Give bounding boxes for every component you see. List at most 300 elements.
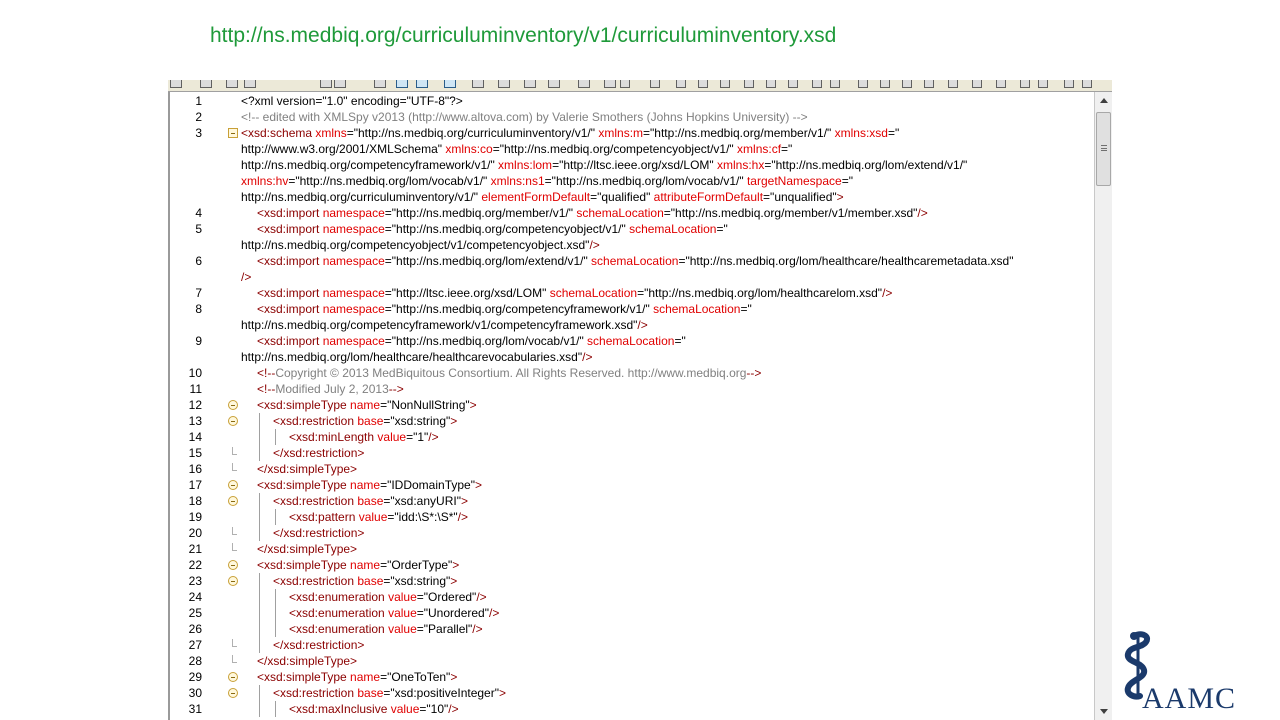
- syntax-token: ="NonNullString": [380, 398, 470, 412]
- find-icon[interactable]: [334, 80, 346, 88]
- syntax-token: namespace: [322, 286, 385, 300]
- code-text: [257, 557, 459, 573]
- toolbar-button-icon[interactable]: [858, 80, 868, 88]
- code-line[interactable]: [168, 477, 1094, 493]
- toolbar-button-icon[interactable]: [720, 80, 730, 88]
- syntax-token: schemaLocation: [629, 222, 717, 236]
- indent-guide: [259, 573, 260, 589]
- toolbar-button-icon[interactable]: [698, 80, 708, 88]
- code-line[interactable]: [168, 541, 1094, 557]
- code-text: [257, 381, 404, 397]
- syntax-token: >: [499, 686, 507, 700]
- syntax-token: schemaLocation: [576, 206, 664, 220]
- code-line[interactable]: [168, 605, 1094, 621]
- fold-toggle-icon[interactable]: [228, 400, 238, 410]
- syntax-token: schemaLocation: [549, 286, 638, 300]
- syntax-token: ="OrderType": [380, 558, 453, 572]
- syntax-token: <!--: [257, 382, 276, 396]
- syntax-token: =": [841, 174, 853, 188]
- code-line[interactable]: [168, 669, 1094, 685]
- syntax-token: ="xsd:string": [383, 574, 451, 588]
- fold-end-icon: [232, 655, 237, 663]
- replace-icon[interactable]: [374, 80, 386, 88]
- indent-guide: [259, 509, 260, 525]
- code-line[interactable]: [168, 413, 1094, 429]
- text-view-icon[interactable]: [416, 80, 428, 88]
- line-number: 28: [188, 654, 202, 668]
- syntax-token: <xsd:enumeration: [289, 590, 389, 604]
- fold-toggle-icon[interactable]: [228, 688, 238, 698]
- line-number: 11: [189, 382, 202, 396]
- syntax-token: </xsd:restriction>: [273, 638, 365, 652]
- toolbar-button-icon[interactable]: [788, 80, 798, 88]
- syntax-token: >: [460, 494, 468, 508]
- copy-icon[interactable]: [200, 80, 212, 88]
- toolbar-button-icon[interactable]: [1082, 80, 1092, 88]
- editor-toolbar: [168, 80, 1112, 92]
- cut-icon[interactable]: [170, 80, 182, 88]
- code-line[interactable]: [168, 701, 1094, 717]
- syntax-token: >: [474, 478, 482, 492]
- syntax-token: <xsd:simpleType: [257, 398, 351, 412]
- line-number: 27: [188, 638, 202, 652]
- line-number: 13: [188, 414, 202, 428]
- syntax-token: <xsd:enumeration: [289, 606, 389, 620]
- fold-toggle-icon[interactable]: [228, 560, 238, 570]
- syntax-token: <xsd:import: [257, 302, 323, 316]
- syntax-token: ="http://ns.medbiq.org/lom/healthcarelom.xsd": [637, 286, 883, 300]
- indent-guide: [275, 605, 276, 621]
- code-line[interactable]: [168, 253, 1094, 269]
- syntax-token: />: [448, 702, 459, 716]
- line-number: 17: [188, 478, 202, 492]
- syntax-token: ="http://ns.medbiq.org/lom/extend/v1/": [764, 158, 968, 172]
- indent-guide: [275, 701, 276, 717]
- syntax-token: xmlns:lom: [498, 158, 553, 172]
- syntax-token: value: [388, 606, 417, 620]
- code-text: [257, 461, 357, 477]
- code-line[interactable]: [168, 589, 1094, 605]
- indent-guide: [259, 605, 260, 621]
- syntax-token: </xsd:simpleType>: [257, 654, 358, 668]
- code-line[interactable]: [168, 237, 1094, 253]
- code-text: [257, 541, 357, 557]
- code-text: [257, 253, 1013, 269]
- code-line[interactable]: [168, 221, 1094, 237]
- line-number: 29: [188, 670, 202, 684]
- line-number: 16: [188, 462, 202, 476]
- code-line[interactable]: [168, 269, 1094, 285]
- syntax-token: base: [357, 574, 384, 588]
- indent-guide: [259, 637, 260, 653]
- toolbar-button-icon[interactable]: [996, 80, 1006, 88]
- syntax-token: http://ns.medbiq.org/curriculuminventory/v1/": [241, 190, 482, 204]
- code-text: [273, 573, 457, 589]
- validate-icon[interactable]: [472, 80, 484, 88]
- code-text: [289, 509, 468, 525]
- syntax-token: <xsd:minLength: [289, 430, 378, 444]
- syntax-token: ="Ordered": [416, 590, 477, 604]
- syntax-token: <xsd:restriction: [273, 494, 358, 508]
- syntax-token: ="xsd:anyURI": [383, 494, 461, 508]
- syntax-token: <xsd:pattern: [289, 510, 359, 524]
- code-text: [257, 333, 686, 349]
- syntax-token: =": [887, 126, 900, 140]
- aamc-logo: [1118, 628, 1268, 718]
- code-line[interactable]: [168, 189, 1094, 205]
- line-number: 6: [195, 254, 202, 268]
- code-text: [241, 317, 648, 333]
- line-number: 15: [188, 446, 202, 460]
- code-line[interactable]: [168, 333, 1094, 349]
- line-number: 22: [188, 558, 202, 572]
- code-line[interactable]: [168, 525, 1094, 541]
- code-text: [241, 269, 251, 285]
- logo-text: AAMC: [1142, 682, 1237, 715]
- syntax-token: ="http://ns.medbiq.org/competencyobject/v1/": [384, 222, 630, 236]
- scrollbar-thumb[interactable]: [1096, 112, 1111, 186]
- toolbar-button-icon[interactable]: [972, 80, 982, 88]
- code-text: [257, 365, 761, 381]
- line-number: 30: [188, 686, 202, 700]
- code-text: [257, 653, 357, 669]
- syntax-token: =": [674, 334, 686, 348]
- code-line[interactable]: [168, 445, 1094, 461]
- syntax-token: ="qualified": [590, 190, 654, 204]
- syntax-token: <xsd:import: [257, 206, 323, 220]
- syntax-token: />: [472, 622, 483, 636]
- indent-guide: [275, 589, 276, 605]
- syntax-token: xmlns:ns1: [490, 174, 545, 188]
- code-text: [257, 221, 728, 237]
- fold-toggle-icon[interactable]: [228, 480, 238, 490]
- syntax-token: <xsd:schema: [241, 126, 316, 140]
- syntax-token: =": [740, 302, 752, 316]
- syntax-token: name: [350, 670, 381, 684]
- syntax-token: ="http://ltsc.ieee.org/xsd/LOM": [552, 158, 717, 172]
- syntax-token: ="http://ns.medbiq.org/competencyobject/v1/": [492, 142, 738, 156]
- fold-toggle-icon[interactable]: [228, 672, 238, 682]
- toolbar-button-icon[interactable]: [924, 80, 934, 88]
- toolbar-button-icon[interactable]: [620, 80, 630, 88]
- syntax-token: <xsd:import: [257, 254, 323, 268]
- syntax-token: ="http://ns.medbiq.org/competencyframework/v1/": [384, 302, 654, 316]
- code-text: [241, 349, 592, 365]
- code-line[interactable]: [168, 573, 1094, 589]
- toggle-icon[interactable]: [578, 80, 590, 88]
- syntax-token: ="IDDomainType": [380, 478, 475, 492]
- slide-title: http://ns.medbiq.org/curriculuminventory/v1/curriculuminventory.xsd: [210, 24, 837, 47]
- syntax-token: ="http://ltsc.ieee.org/xsd/LOM": [384, 286, 550, 300]
- code-text: [273, 493, 468, 509]
- syntax-token: xmlns: [315, 126, 347, 140]
- syntax-token: ="unqualified": [763, 190, 837, 204]
- syntax-token: />: [428, 430, 439, 444]
- fold-toggle-icon[interactable]: [228, 576, 238, 586]
- schema-view-icon[interactable]: [444, 80, 456, 88]
- code-text: [273, 413, 457, 429]
- syntax-token: <xsd:maxInclusive: [289, 702, 391, 716]
- code-line[interactable]: [168, 461, 1094, 477]
- syntax-token: http://ns.medbiq.org/competencyframework/v1/": [241, 158, 499, 172]
- syntax-token: <?xml version="1.0" encoding="UTF-8"?>: [241, 94, 463, 108]
- syntax-token: xmlns:m: [598, 126, 644, 140]
- syntax-token: ="Unordered": [416, 606, 489, 620]
- code-line[interactable]: [168, 349, 1094, 365]
- code-text: [241, 173, 853, 189]
- toolbar-button-icon[interactable]: [676, 80, 686, 88]
- syntax-token: >: [452, 558, 460, 572]
- indent-guide: [275, 429, 276, 445]
- grid-view-icon[interactable]: [396, 80, 408, 88]
- wellformed-icon[interactable]: [498, 80, 510, 88]
- syntax-token: <!--: [257, 366, 276, 380]
- fold-toggle-icon[interactable]: [228, 496, 238, 506]
- syntax-token: -->: [746, 366, 762, 380]
- syntax-token: ="1": [406, 430, 429, 444]
- code-text: [273, 637, 364, 653]
- syntax-token: />: [882, 286, 893, 300]
- line-number: 9: [195, 334, 202, 348]
- code-line[interactable]: [168, 285, 1094, 301]
- code-line[interactable]: [168, 685, 1094, 701]
- syntax-token: <xsd:restriction: [273, 414, 358, 428]
- toolbar-button-icon[interactable]: [1064, 80, 1074, 88]
- toolbar-button-icon[interactable]: [880, 80, 890, 88]
- syntax-token: Modified July 2, 2013: [275, 382, 389, 396]
- code-text: [289, 605, 499, 621]
- code-line[interactable]: [168, 637, 1094, 653]
- indent-guide: [275, 621, 276, 637]
- code-text: [289, 701, 459, 717]
- code-line[interactable]: [168, 301, 1094, 317]
- paste-icon[interactable]: [226, 80, 238, 88]
- syntax-token: name: [350, 478, 381, 492]
- code-text: [257, 301, 752, 317]
- undo-icon[interactable]: [244, 80, 256, 88]
- indent-guide: [259, 493, 260, 509]
- indent-guide: [259, 525, 260, 541]
- line-number: 18: [188, 494, 202, 508]
- code-text: [241, 141, 792, 157]
- code-line[interactable]: [168, 93, 1094, 109]
- syntax-token: value: [390, 702, 420, 716]
- syntax-token: schemaLocation: [587, 334, 675, 348]
- code-text: [241, 109, 808, 125]
- syntax-token: Copyright © 2013 MedBiquitous Consortium. All Rights Reserved. http://www.medbiq.org: [275, 366, 747, 380]
- line-number: 20: [188, 526, 202, 540]
- syntax-token: namespace: [322, 206, 385, 220]
- syntax-token: xmlns:hv: [241, 174, 289, 188]
- syntax-token: http://www.w3.org/2001/XMLSchema": [241, 142, 446, 156]
- line-number: 19: [188, 510, 202, 524]
- indent-guide: [275, 509, 276, 525]
- code-text: [289, 621, 483, 637]
- indent-guide: [259, 701, 260, 717]
- syntax-token: namespace: [322, 302, 385, 316]
- fold-end-icon: [232, 447, 237, 455]
- fold-end-icon: [232, 463, 237, 471]
- toolbar-button-icon[interactable]: [744, 80, 754, 88]
- dropdown-icon[interactable]: [604, 80, 616, 88]
- syntax-token: ="10": [419, 702, 449, 716]
- line-number: 5: [195, 222, 202, 236]
- syntax-token: ="http://ns.medbiq.org/lom/extend/v1/": [384, 254, 592, 268]
- syntax-token: schemaLocation: [591, 254, 679, 268]
- code-text: [241, 125, 899, 141]
- code-line[interactable]: [168, 429, 1094, 445]
- syntax-token: </xsd:restriction>: [273, 526, 365, 540]
- indent-icon[interactable]: [524, 80, 536, 88]
- syntax-token: >: [450, 414, 458, 428]
- syntax-token: >: [469, 398, 477, 412]
- toolbar-button-icon[interactable]: [1020, 80, 1030, 88]
- syntax-token: attributeFormDefault: [653, 190, 764, 204]
- syntax-token: xmlns:co: [445, 142, 493, 156]
- indent-guide: [259, 445, 260, 461]
- indent-guide: [259, 589, 260, 605]
- syntax-token: xmlns:xsd: [834, 126, 888, 140]
- line-number: 2: [195, 110, 202, 124]
- code-line[interactable]: [168, 205, 1094, 221]
- code-line[interactable]: [168, 621, 1094, 637]
- code-line[interactable]: [168, 493, 1094, 509]
- code-line[interactable]: [168, 381, 1094, 397]
- syntax-token: />: [476, 590, 487, 604]
- code-line[interactable]: [168, 365, 1094, 381]
- toolbar-button-icon[interactable]: [1038, 80, 1048, 88]
- fold-toggle-icon[interactable]: [228, 128, 238, 138]
- syntax-token: value: [377, 430, 407, 444]
- vertical-scrollbar[interactable]: [1094, 92, 1112, 720]
- syntax-token: <xsd:enumeration: [289, 622, 389, 636]
- syntax-token: targetNamespace: [746, 174, 842, 188]
- syntax-token: </xsd:restriction>: [273, 446, 365, 460]
- syntax-token: >: [836, 190, 844, 204]
- syntax-token: ="http://ns.medbiq.org/member/v1/member.xsd": [663, 206, 918, 220]
- indent-guide: [259, 685, 260, 701]
- line-number: 1: [195, 94, 202, 108]
- syntax-token: namespace: [322, 334, 385, 348]
- syntax-token: <xsd:import: [257, 334, 323, 348]
- syntax-token: />: [917, 206, 928, 220]
- code-text: [289, 429, 439, 445]
- syntax-token: <xsd:simpleType: [257, 558, 351, 572]
- syntax-token: <xsd:simpleType: [257, 478, 351, 492]
- code-line[interactable]: [168, 397, 1094, 413]
- outdent-icon[interactable]: [548, 80, 560, 88]
- syntax-token: ="http://ns.medbiq.org/curriculuminventory/v1/": [346, 126, 599, 140]
- syntax-token: />: [241, 270, 252, 284]
- syntax-token: <xsd:import: [257, 286, 323, 300]
- line-number: 21: [188, 542, 202, 556]
- code-line[interactable]: [168, 109, 1094, 125]
- indent-guide: [259, 413, 260, 429]
- code-line[interactable]: [168, 509, 1094, 525]
- code-text: [257, 205, 928, 221]
- syntax-token: <xsd:import: [257, 222, 323, 236]
- code-text: [241, 189, 844, 205]
- line-number: 10: [188, 366, 202, 380]
- code-text: [257, 397, 477, 413]
- scroll-down-arrow-icon[interactable]: [1095, 703, 1112, 720]
- syntax-token: =": [781, 142, 793, 156]
- syntax-token: ="OneToTen": [380, 670, 451, 684]
- code-text: [241, 237, 600, 253]
- line-number: 25: [188, 606, 202, 620]
- syntax-token: value: [388, 590, 417, 604]
- syntax-token: >: [450, 574, 458, 588]
- code-text: [257, 285, 892, 301]
- code-text: [273, 445, 364, 461]
- syntax-token: />: [457, 510, 468, 524]
- toolbar-button-icon[interactable]: [948, 80, 958, 88]
- syntax-token: />: [488, 606, 500, 620]
- syntax-token: http://ns.medbiq.org/competencyobject/v1/competencyobject.xsd": [241, 238, 590, 252]
- syntax-token: ="http://ns.medbiq.org/lom/vocab/v1/": [288, 174, 491, 188]
- syntax-token: </xsd:simpleType>: [257, 462, 358, 476]
- line-number: 7: [195, 286, 202, 300]
- toolbar-button-icon[interactable]: [650, 80, 660, 88]
- syntax-token: ="xsd:positiveInteger": [383, 686, 499, 700]
- code-line[interactable]: [168, 653, 1094, 669]
- code-area[interactable]: [168, 92, 1094, 720]
- code-line[interactable]: [168, 317, 1094, 333]
- syntax-token: http://ns.medbiq.org/competencyframework/v1/competencyframework.xsd": [241, 318, 638, 332]
- syntax-token: <xsd:restriction: [273, 686, 358, 700]
- syntax-token: namespace: [322, 222, 385, 236]
- fold-end-icon: [232, 527, 237, 535]
- syntax-token: base: [357, 414, 384, 428]
- code-text: [273, 685, 506, 701]
- syntax-token: schemaLocation: [653, 302, 741, 316]
- code-line[interactable]: [168, 557, 1094, 573]
- fold-toggle-icon[interactable]: [228, 416, 238, 426]
- indent-guide: [259, 429, 260, 445]
- syntax-token: ="http://ns.medbiq.org/member/v1/": [643, 126, 835, 140]
- fold-end-icon: [232, 639, 237, 647]
- code-text: [273, 525, 364, 541]
- syntax-token: />: [589, 238, 600, 252]
- syntax-token: =": [716, 222, 728, 236]
- syntax-token: namespace: [322, 254, 385, 268]
- toolbar-button-icon[interactable]: [902, 80, 912, 88]
- code-line[interactable]: [168, 157, 1094, 173]
- syntax-token: base: [357, 494, 384, 508]
- toolbar-button-icon[interactable]: [812, 80, 822, 88]
- code-text: [257, 477, 482, 493]
- syntax-token: base: [357, 686, 384, 700]
- line-number: 24: [188, 590, 202, 604]
- syntax-token: </xsd:simpleType>: [257, 542, 358, 556]
- line-number: 31: [188, 702, 202, 716]
- syntax-token: />: [637, 318, 648, 332]
- syntax-token: ="idd:\S*:\S*": [387, 510, 458, 524]
- line-number: 12: [188, 398, 202, 412]
- code-line[interactable]: [168, 141, 1094, 157]
- indent-guide: [259, 621, 260, 637]
- scroll-up-arrow-icon[interactable]: [1095, 92, 1112, 109]
- code-line[interactable]: [168, 173, 1094, 189]
- code-line[interactable]: [168, 125, 1094, 141]
- syntax-token: name: [350, 398, 381, 412]
- toolbar-button-icon[interactable]: [830, 80, 840, 88]
- line-number: 3: [195, 126, 202, 140]
- redo-icon[interactable]: [320, 80, 332, 88]
- xmlspy-editor: [168, 80, 1112, 720]
- code-text: [241, 157, 967, 173]
- toolbar-button-icon[interactable]: [766, 80, 776, 88]
